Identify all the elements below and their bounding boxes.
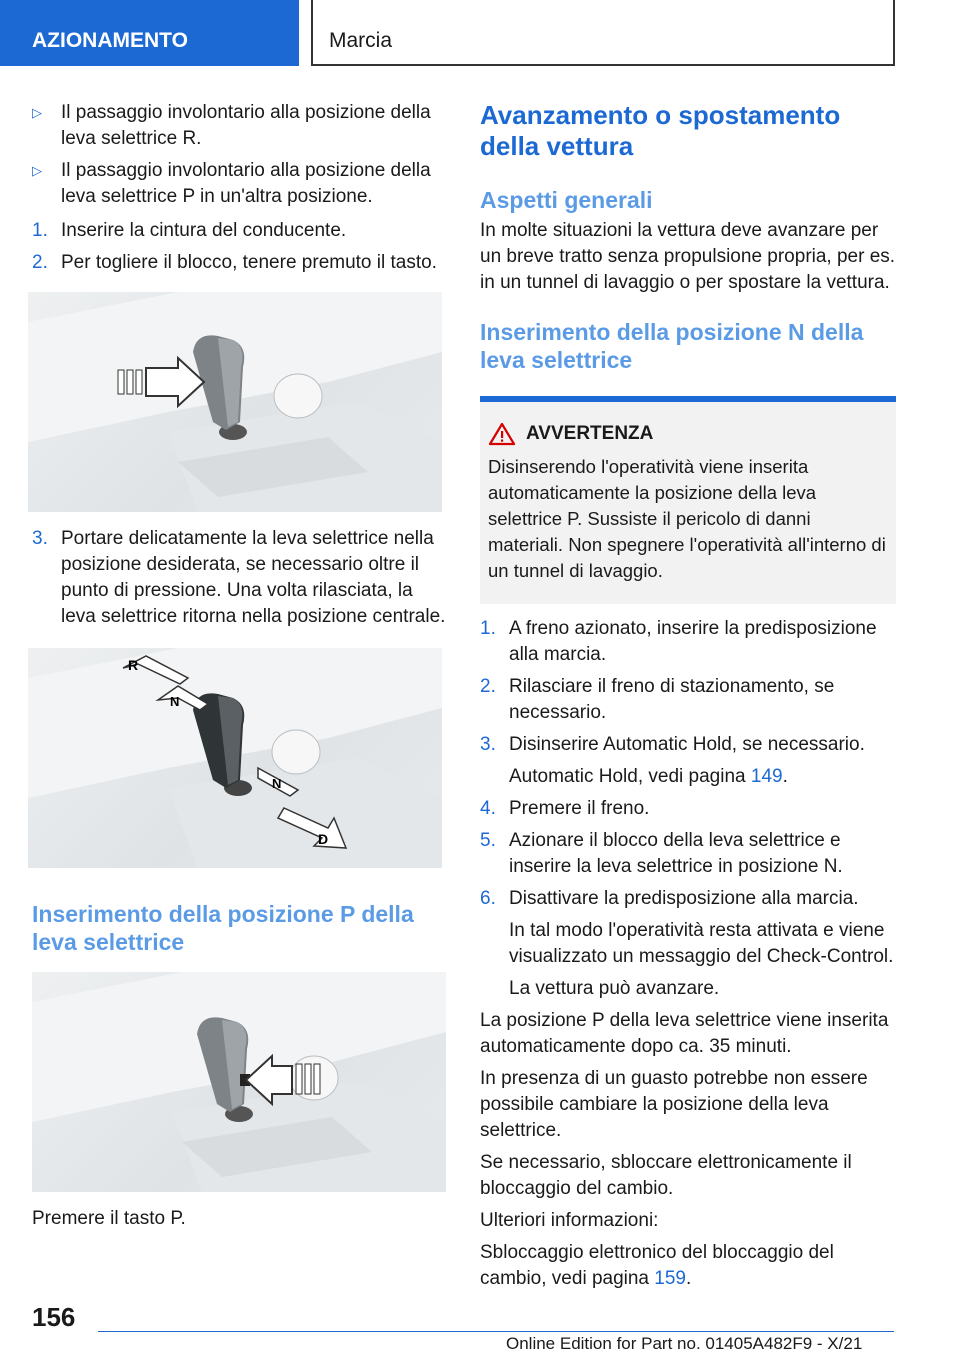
- step-note: In tal modo l'operatività resta attivata e viene visualizzato un messaggio del Check-Control.: [509, 920, 894, 967]
- page-link-159[interactable]: 159: [654, 1268, 686, 1289]
- general-paragraph: In molte situazioni la vettura deve avanzare per un breve tratto senza propulsione propria, per es. in un tunnel di lavaggio o per spostare la vettura.: [480, 220, 896, 293]
- triangle-bullet-icon: ▷: [32, 163, 42, 178]
- gear-lever-positions-image: [28, 648, 442, 868]
- gear-positions-illustration: [28, 648, 442, 868]
- page-number: 156: [32, 1302, 76, 1332]
- step-item: 6. Disattivare la predisposizione alla marcia.: [480, 888, 859, 909]
- step-note: Automatic Hold, vedi pagina 149.: [509, 766, 788, 787]
- gear-label-n-lower: N: [272, 776, 282, 791]
- section-tab: AZIONAMENTO: [0, 0, 299, 66]
- paragraph: In presenza di un guasto potrebbe non essere possibile cambiare la posizione della leva selettrice.: [480, 1068, 868, 1141]
- step-note: La vettura può avanzare.: [509, 978, 720, 999]
- right-column: [480, 100, 896, 1292]
- paragraph: Sbloccaggio elettronico del bloccaggio del cambio, vedi pagina 159.: [480, 1242, 834, 1289]
- warning-header: [488, 422, 888, 446]
- section-heading-p: Inserimento della posizione P della leva selettrice: [32, 901, 414, 955]
- step-item: 1. Inserire la cintura del conducente.: [32, 220, 347, 241]
- gear-lever-unlock-image: [28, 292, 442, 512]
- footer-divider: [98, 1331, 894, 1332]
- warning-text: Disinserendo l'operatività viene inserita automaticamente la posizione della leva selettrice P. Sussiste il pericolo di danni materiali. Non spegnere l'operatività all'interno di un tunnel di lavaggio.: [488, 456, 886, 581]
- warning-triangle-icon: [488, 422, 516, 446]
- paragraph: Se necessario, sbloccare elettronicamente il bloccaggio del cambio.: [480, 1152, 852, 1199]
- page-title: Avanzamento o spostamento della vettura: [480, 100, 841, 161]
- section-heading-general: Aspetti generali: [480, 187, 653, 213]
- step-item: 4. Premere il freno.: [480, 798, 650, 819]
- gear-label-r: R: [128, 657, 139, 673]
- park-button-image: [32, 972, 446, 1192]
- park-button-illustration: [32, 972, 446, 1192]
- edition-footer: Online Edition for Part no. 01405A482F9 - X/21: [506, 1334, 863, 1353]
- paragraph: La posizione P della leva selettrice viene inserita automaticamente dopo ca. 35 minuti.: [480, 1010, 889, 1057]
- section-heading-n: Inserimento della posizione N della leva selettrice: [480, 319, 864, 373]
- paragraph: Ulteriori informazioni:: [480, 1210, 659, 1231]
- image-caption: Premere il tasto P.: [32, 1208, 186, 1229]
- step-item: 2. Rilasciare il freno di stazionamento, se necessario.: [480, 676, 835, 723]
- step-item: 1. A freno azionato, inserire la predisposizione alla marcia.: [480, 618, 877, 665]
- gear-label-n-upper: N: [170, 694, 180, 709]
- step-item: 2. Per togliere il blocco, tenere premuto il tasto.: [32, 252, 437, 273]
- step-item: 3. Disinserire Automatic Hold, se necessario.: [480, 734, 865, 755]
- step-item: 3. Portare delicatamente la leva selettrice nella posizione desiderata, se necessario oltre il punto di pressione. Una volta rilasciata, la leva selettrice ritorna nella posizione centrale.: [32, 528, 446, 627]
- list-item: ▷ Il passaggio involontario alla posizione della leva selettrice P in un'altra posizione.: [32, 160, 431, 207]
- gear-lever-illustration: [28, 292, 442, 512]
- step-item: 5. Azionare il blocco della leva selettrice e inserire la leva selettrice in posizione N.: [480, 830, 843, 877]
- chapter-tab: Marcia: [311, 0, 895, 66]
- triangle-bullet-icon: ▷: [32, 105, 42, 120]
- warning-box: [480, 396, 896, 604]
- left-column: [32, 100, 446, 1232]
- gear-label-d: D: [318, 831, 329, 847]
- warning-label: AVVERTENZA: [526, 423, 654, 444]
- list-item: ▷ Il passaggio involontario alla posizione della leva selettrice R.: [32, 102, 431, 149]
- page-link-149[interactable]: 149: [750, 766, 783, 787]
